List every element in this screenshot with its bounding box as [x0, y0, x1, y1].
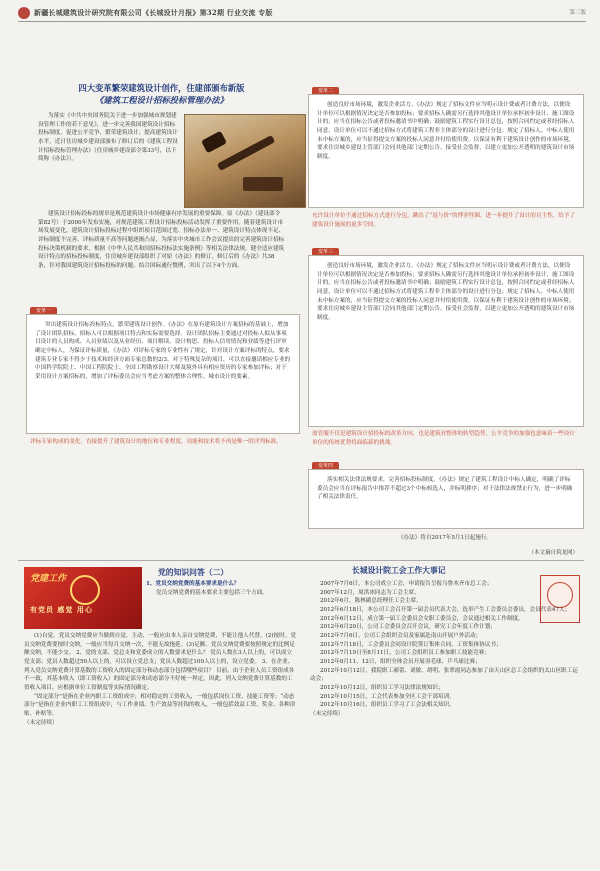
reform-box-3 [308, 255, 584, 427]
chronicle-continued: （未完待续） [310, 710, 344, 717]
reform-label-2: 变革二 [312, 87, 339, 97]
chronicle-entry: 2007年7月6日，本公司成立工会，申请报告呈报乌鲁木齐市总工会； [320, 581, 493, 587]
reform-label-4: 变革四 [312, 462, 339, 472]
quote-text-1: 评标专家构成的变化，直接提升了建筑设计的地位和专业程度，功能和技术将不再是唯一的评判标准。 [30, 439, 282, 445]
page-number: 第三版 [569, 9, 586, 16]
article-body: 建筑设计招标投标的规章是规范建筑设计市场健康有序发展的重要保障。原《办法》（建设部令第82号）于2000年发布实施，对规范建筑工程设计招标投标活动发挥了重要作用。随着建筑设计市场发展变化，建筑设计招标投标过程中组织项目范围过宽、招标办法单一、建筑设计特点体现不足、评标制度不完善、评标质量不高等问题逐渐凸显，为落实中央城市工作会议提出的完善建筑设计招标投标决策机制的要求，根据《中华人民共和国招标投标法实施条例》等相关法律法规，健全适应建筑设计特点的招标投标制度，住房城乡建设部组织了对原《办法》的修订，修订后的《办法》共38条，针对我国建筑设计招标投标的问题，结合国际通行惯例，突出了以下4个方面。 [38, 211, 285, 269]
qa-body [24, 632, 297, 727]
question-1: 1、党员交纳党费的基本要求是什么？ [146, 581, 240, 587]
masthead: 新疆长城建筑设计研究院有限公司《长城设计月报》第32期 行业交流 专版 [34, 7, 273, 17]
article-headline [24, 82, 299, 106]
chronicle-entry: 2012年10月12日，组织员工学习法律法规知识； [320, 684, 444, 691]
reform-text-1: 突出建筑设计招标投标特点，繁荣建筑设计创作。《办法》在原有建筑设计方案招标的基础上，增加了设计团队招标，招标人可以根据项目特点和实际需要选择。设计团队招标主要通过对投标人拟从事项目设计的人员构成、人员业绩以及从业经历、项目解读、设计构思、投标人信用情况和业绩等进行评审确定中标人，为保证评标质量，《办法》对评标专家的专业性有了规定，针对设计方案评标的特点，要求建筑专业专家不得少于技术和经济方面专家总数的2/3，对于特殊复杂的项目，可以直接邀请相应专业的中国科学院院士、中国工程院院士、全国工程勘察设计大师及境外具有相应资历的专家参加评标；对于采用设计方案招标的，增加了评标委员会应当考虑方案的整体合理性、城市设计的要素。 [35, 322, 291, 380]
reform-quote-2 [312, 212, 578, 229]
intro-paragraph: 为落实《中共中央国务院关于进一步加强城市规划建设管理工作的若干意见》，进一步完善我国建筑设计招标投标制度，促进公平竞争，繁荣建筑设计，提高建筑设计水平，近日住房城乡建设部颁布了修订后的《建筑工程设计招标投标管理办法》（住房城乡建设部令第33号，以下简称《办法》）。 [38, 113, 178, 163]
quote-text-2: 允许设计单位不通过招标方式进行分包，跳出了“退与价”的博弈怪圈，进一步提升了设计的自主性，给予了建筑设计施展的更多空间。 [312, 213, 576, 228]
qa-continued: （未完待续） [24, 719, 58, 726]
chronicle-entry: 2012年7月19日至8月11日，公司工会组织员工参加职工技能竞赛； [320, 650, 490, 657]
banner-slogan: 有党员 感觉 用心 [30, 605, 93, 614]
page-header [18, 5, 586, 22]
gavel-head-icon [201, 131, 227, 154]
chronicle-entry: 2012年6月12日，成立第一届工会委员会女职工委员会，会议通过相关工作制度。 [320, 615, 524, 622]
company-logo-icon [18, 7, 30, 19]
reform-label-3: 变革三 [312, 248, 339, 258]
article-source: （本文摘自筑龙网） [528, 550, 578, 556]
chronicle-entry: 2012年7月6日，公司工会组织会员及家属赴南山开展户外活动； [320, 632, 482, 639]
reform-box-1 [26, 314, 300, 434]
intro-section [24, 112, 299, 210]
effective-date-note: 《办法》将自2017年5月1日起施行。 [397, 535, 493, 541]
reform-text-3: 创造良好市场环境，激发企业活力。《办法》规定了招标文件应当明示设计费或者计费方法，以便设计单位可以根据情况决定是否参加投标；要求招标人确需另行选择其他设计单位承担初步设计、施工图设计的，应当在招标公告或者投标邀请书中明确；鼓励建筑工程实行设计总包，按照合同约定或者经招标人同意，设计单位可以不通过招标方式将建筑工程非主体部分的设计进行分包；规定了招标人、中标人使用未中标方案的，应当征得提交方案的投标人同意并付给使用费，以保证有利于建筑设计创作的市场环境；要求住房城乡建设主管部门会同其他部门定期公告，接受社会监督，以建立更加公开透明的建筑设计市场制度。 [317, 263, 575, 321]
chronicle-entry: 2012年6月18日，本公司工会召开第一届会员代表大会，选举产生工会委员会委员，会员代表47人； [320, 606, 571, 613]
chronicle-entry: 2012年6月20日，公司工会委员会召开会议，研究工会年度工作计划； [320, 624, 496, 631]
reform-box-2 [308, 94, 584, 208]
qa-title: 党的知识问答（二） [158, 568, 229, 577]
union-chronicle [310, 580, 582, 719]
sound-block-icon [243, 177, 283, 191]
party-emblem-icon [70, 575, 100, 605]
chronicle-entry: 2012年7月18日，工会委员会同设计院签订集体合同、工资集体协议书； [320, 641, 502, 648]
union-title: 长城设计院工会工作大事记 [352, 566, 446, 575]
chronicle-entry: 2012年10月16日，组织员工学习了工会法相关知识。 [320, 702, 455, 709]
qa-body-text: (1)自觉。党员交纳党费应当做到自觉、主动，一般应由本人亲自交纳党费，不能让他人代替。(2)按时。党员交纳党费要按时交纳，一般应当每月交纳一次，不能无故拖延。(3)足额。党员交纳党费要按照规定的比例足额交纳，不能少交。 2、党的支部、党总支和党委成立的人数要求是什么？ 党员人数在3人以上的，可以成立党支部；党员人数超过50人以上的，可以设立党总支；党员人数超过100人以上的，设立党委。 3、在企业、列入党员交纳党费计算基数的工资收入的固定部分和动态部分包括哪些项目？ 目前，由于企业人员工资组成各不一致，其基本收入（即工资收入）的固定部分和动态部分不好统一界定，因此，列入交纳党费计算基数的工资收入项目，应根据单位工资制度等实际情况确定。 [24, 633, 296, 691]
banner-title: 党建工作 [30, 574, 67, 584]
chronicle-entry: 2012年8月11、12日，组织全体会员开展羽毛球、乒乓球比赛； [320, 658, 481, 665]
chronicle-entry: 2007年12月，周洪冰同志为工会主席。 [320, 589, 420, 596]
reform-label-1: 变革一 [30, 307, 57, 317]
headline-line-1: 四大变革繁荣建筑设计创作，住建部颁布新版 [78, 83, 245, 93]
chronicle-entry: 2012年10月12日，我院职工郝蕾、刘敏、胡明、张翠霞同志参加了由天山区总工会组织的太山区职工运动会； [310, 667, 578, 683]
chronicle-entry: 2012年6月，陈林副总经理任工会主席。 [320, 598, 422, 605]
reform-box-4 [308, 469, 584, 529]
answer-1-intro: 党员交纳党费的基本要求主要包括三个方面。 [156, 589, 268, 596]
headline-line-2: 《建筑工程设计招标投标管理办法》 [95, 95, 228, 106]
reform-text-4: 落实相关法律法规要求，完善招标投标制度。《办法》规定了建筑工程设计中标人确定，明确了评标委员会应当在评标报告中推荐不超过3个中标候选人，并标明排序；对于法律法规禁止行为，进一步明确了相关法律责任。 [317, 477, 573, 501]
reform-quote-3 [312, 430, 578, 447]
reform-text-2: 创造良好市场环境，激发企业活力。《办法》规定了招标文件应当明示设计费或者计费方法，以便设计单位可以根据情况决定是否参加投标；要求招标人确需另行选择其他设计单位承担初步设计、施工图设计的，应当在招标公告或者投标邀请书中明确；鼓励建筑工程实行设计总包，按照合同约定或者经招标人同意，设计单位可以不通过招标方式将建筑工程非主体部分的设计进行分包；规定了招标人、中标人使用未中标方案的，应当征得提交方案的投标人同意并付给使用费，以保证有利于建筑设计创作的市场环境，要求住房城乡建设主管部门会同其他部门定期公告，接受社会监督，以建立更加公开透明的建筑设计市场制度。 [317, 102, 575, 160]
qa-first-question [146, 580, 296, 597]
quote-text-3: 放管服不仅是建筑设计招投标的改革方向，也是建筑业整体的转型趋势，公平竞争的加强也意味着一些设计单位的传统优势将面临新的挑战。 [312, 431, 575, 446]
gavel-photo [184, 114, 306, 208]
article-left-column [24, 82, 299, 271]
section-divider [18, 560, 584, 561]
chronicle-entry: 2012年10月15日，工会代表参加全区工会干部培训。 [320, 693, 455, 700]
reform-quote-1 [30, 438, 294, 447]
party-banner [24, 567, 142, 629]
qa-body-text-2: “固定部分”是指在企业内职工工资组成中，相对稳定的工资收入，一般包括岗位工资、技能工资等；“动态部分”是指在企业内职工工资组成中，与工作业绩、生产效益等挂钩的收入，一般包括效益工资、奖金、各种津贴、补贴等。 [24, 693, 296, 717]
